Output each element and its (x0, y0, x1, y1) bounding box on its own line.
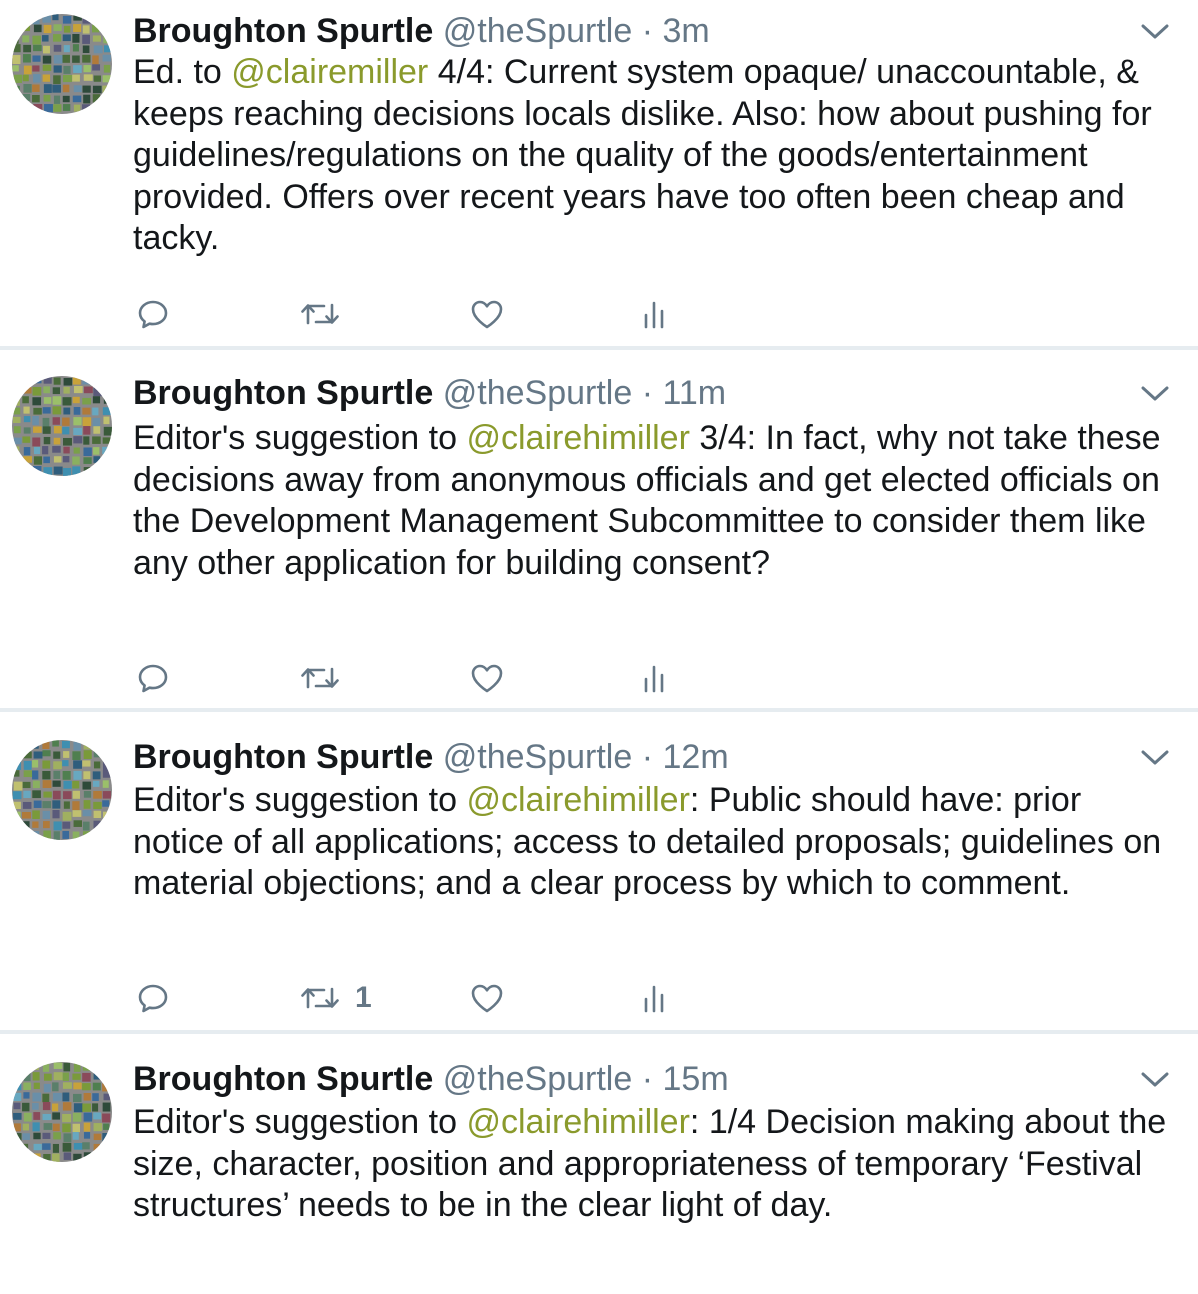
author-handle[interactable]: @theSpurtle (442, 374, 633, 412)
separator-dot: · (641, 12, 654, 50)
tweet-actions (135, 658, 695, 698)
analytics-icon (639, 296, 669, 332)
mention-link[interactable]: @clairehimiller (466, 1103, 690, 1141)
tweet[interactable] (0, 726, 1198, 1030)
tweet-text-start: Editor's suggestion to (133, 419, 467, 457)
author-name[interactable]: Broughton Spurtle (133, 1060, 434, 1098)
avatar[interactable] (12, 14, 112, 114)
avatar[interactable] (12, 740, 112, 840)
tweet-text-start: Editor's suggestion to (133, 781, 467, 819)
tweet-content (133, 10, 1173, 260)
tweet-text-rest: 4/4: Current system opaque/ unaccountable, & keeps reaching decisions locals dislike. Also: how about pushing for guidelines/regulations on the quality of the goods/entertainment provided. Offers over recent years have too often been cheap and tacky. (133, 53, 1152, 258)
separator-dot: · (641, 1060, 654, 1098)
retweet-button[interactable] (299, 978, 372, 1018)
tweet[interactable] (0, 1048, 1198, 1294)
tweet[interactable] (0, 0, 1198, 346)
tweet-text-rest: : 1/4 Decision making about the size, character, position and appropriateness of temporary ‘Festival structures’ needs to be in the clear light of day. (133, 1103, 1167, 1225)
tweet-divider (0, 346, 1198, 350)
heart-icon (469, 980, 505, 1016)
analytics-icon (639, 980, 669, 1016)
analytics-button[interactable] (639, 294, 669, 334)
tweet-divider (0, 708, 1198, 712)
retweet-icon (299, 296, 341, 332)
mention-link[interactable]: @clairemiller (231, 53, 429, 91)
tweet-actions (135, 294, 695, 334)
author-name[interactable]: Broughton Spurtle (133, 738, 434, 776)
tweet-text (133, 1102, 1173, 1227)
separator-dot: · (641, 738, 654, 776)
chevron-down-icon[interactable] (1140, 384, 1170, 404)
retweet-count: 1 (355, 981, 372, 1014)
like-button[interactable] (469, 294, 505, 334)
tweet-timestamp[interactable]: 3m (662, 12, 710, 50)
retweet-icon (299, 660, 341, 696)
tweet-actions (135, 978, 695, 1018)
retweet-button[interactable] (299, 658, 355, 698)
heart-icon (469, 296, 505, 332)
retweet-button[interactable] (299, 294, 355, 334)
tweet-text-start: Editor's suggestion to (133, 1103, 467, 1141)
reply-button[interactable] (135, 294, 171, 334)
reply-icon (135, 660, 171, 696)
tweet-timestamp[interactable]: 11m (662, 374, 727, 412)
mention-link[interactable]: @clairehimiller (466, 419, 690, 457)
tweet-text-rest: : Public should have: prior notice of all applications; access to detailed proposals; guidelines on material objections; and a clear process by which to comment. (133, 781, 1162, 903)
author-name[interactable]: Broughton Spurtle (133, 374, 434, 412)
reply-button[interactable] (135, 658, 171, 698)
analytics-button[interactable] (639, 658, 669, 698)
tweet-text (133, 780, 1173, 905)
tweet-timestamp[interactable]: 12m (662, 738, 729, 776)
analytics-button[interactable] (639, 978, 669, 1018)
tweet-text-rest: 3/4: In fact, why not take these decisions away from anonymous officials and get elected officials on the Development Management Subcommittee to consider them like any other application for building consent? (133, 419, 1161, 582)
tweet-content (133, 736, 1173, 905)
reply-icon (135, 296, 171, 332)
mention-link[interactable]: @clairehimiller (466, 781, 690, 819)
chevron-down-icon[interactable] (1140, 1070, 1170, 1090)
tweet-text (133, 418, 1173, 584)
tweet-header (133, 10, 1173, 52)
author-handle[interactable]: @theSpurtle (442, 12, 633, 50)
heart-icon (469, 660, 505, 696)
author-handle[interactable]: @theSpurtle (442, 738, 633, 776)
tweet-header (133, 736, 1173, 778)
chevron-down-icon[interactable] (1140, 22, 1170, 42)
author-name[interactable]: Broughton Spurtle (133, 12, 434, 50)
like-button[interactable] (469, 978, 505, 1018)
author-handle[interactable]: @theSpurtle (442, 1060, 633, 1098)
tweet[interactable] (0, 362, 1198, 708)
tweet-content (133, 372, 1173, 584)
chevron-down-icon[interactable] (1140, 748, 1170, 768)
reply-button[interactable] (135, 978, 171, 1018)
avatar[interactable] (12, 376, 112, 476)
analytics-icon (639, 660, 669, 696)
tweet-content (133, 1058, 1173, 1227)
tweet-header (133, 372, 1173, 414)
tweet-text (133, 52, 1173, 260)
retweet-icon (299, 980, 341, 1016)
like-button[interactable] (469, 658, 505, 698)
avatar[interactable] (12, 1062, 112, 1162)
reply-icon (135, 980, 171, 1016)
tweet-divider (0, 1030, 1198, 1034)
tweet-header (133, 1058, 1173, 1100)
separator-dot: · (641, 374, 654, 412)
tweet-timestamp[interactable]: 15m (662, 1060, 729, 1098)
tweet-text-start: Ed. to (133, 53, 232, 91)
